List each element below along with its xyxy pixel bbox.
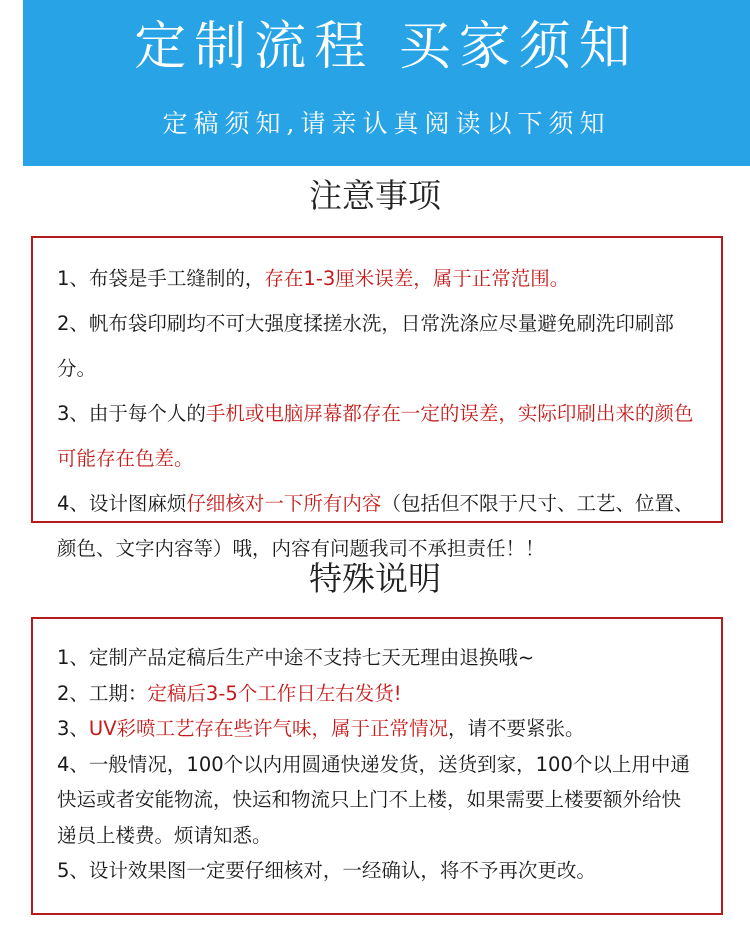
- item-text: 3、由于每个人的: [57, 402, 206, 425]
- highlight-text: 仔细核对一下所有内容: [186, 492, 382, 515]
- special-list: [57, 640, 697, 889]
- item-text: 2、帆布袋印刷均不可大强度揉搓水洗，日常洗涤应尽量避免刷洗印刷部分。: [57, 312, 674, 380]
- special-item: [57, 853, 697, 889]
- highlight-text: UV彩喷工艺存在些许气味，属于正常情况: [88, 717, 449, 740]
- notice-item: [57, 256, 697, 301]
- notice-box: [31, 236, 723, 560]
- notice-list: [57, 256, 697, 571]
- header-banner: [23, 0, 750, 166]
- highlight-text: 定稿后3-5个工作日左右发货!: [147, 681, 402, 705]
- item-text: 1、布袋是手工缝制的，: [57, 267, 265, 290]
- item-text: ，请不要紧张。: [448, 717, 585, 740]
- special-item: [57, 676, 697, 712]
- special-heading: 特殊说明: [309, 559, 441, 598]
- banner-title: 定制流程 买家须知: [134, 17, 639, 77]
- notice-heading: 注意事项: [309, 176, 441, 215]
- item-text: 2、工期：: [57, 681, 148, 705]
- item-text: 4、一般情况，100个以内用圆通快递发货，送货到家，100个以上用中通快运或者安能物流，快运和物流只上门不上楼，如果需要上楼要额外给快递员上楼费。烦请知悉。: [57, 752, 690, 847]
- highlight-text: 存在1-3厘米误差，属于正常范围。: [264, 267, 570, 290]
- special-item: [57, 640, 697, 676]
- special-box: [31, 617, 723, 915]
- item-text: （包括但不限于尺寸、工艺、位置、颜色、文字内容等）哦，内容有问题我司不承担责任！！: [57, 492, 694, 560]
- item-text: 3、: [57, 717, 89, 740]
- item-text: 5、设计效果图一定要仔细核对，一经确认，将不予再次更改。: [57, 859, 596, 882]
- notice-item: [57, 301, 697, 391]
- banner-subtitle: 定稿须知,请亲认真阅读以下须知: [162, 109, 611, 138]
- special-item: [57, 747, 697, 854]
- highlight-text: 手机或电脑屏幕都存在一定的误差，实际印刷出来的颜色可能存在色差。: [57, 402, 694, 470]
- notice-item: [57, 391, 697, 481]
- item-text: 1、定制产品定稿后生产中途不支持七天无理由退换哦~: [57, 646, 535, 669]
- item-text: 4、设计图麻烦: [57, 492, 187, 515]
- special-item: [57, 711, 697, 747]
